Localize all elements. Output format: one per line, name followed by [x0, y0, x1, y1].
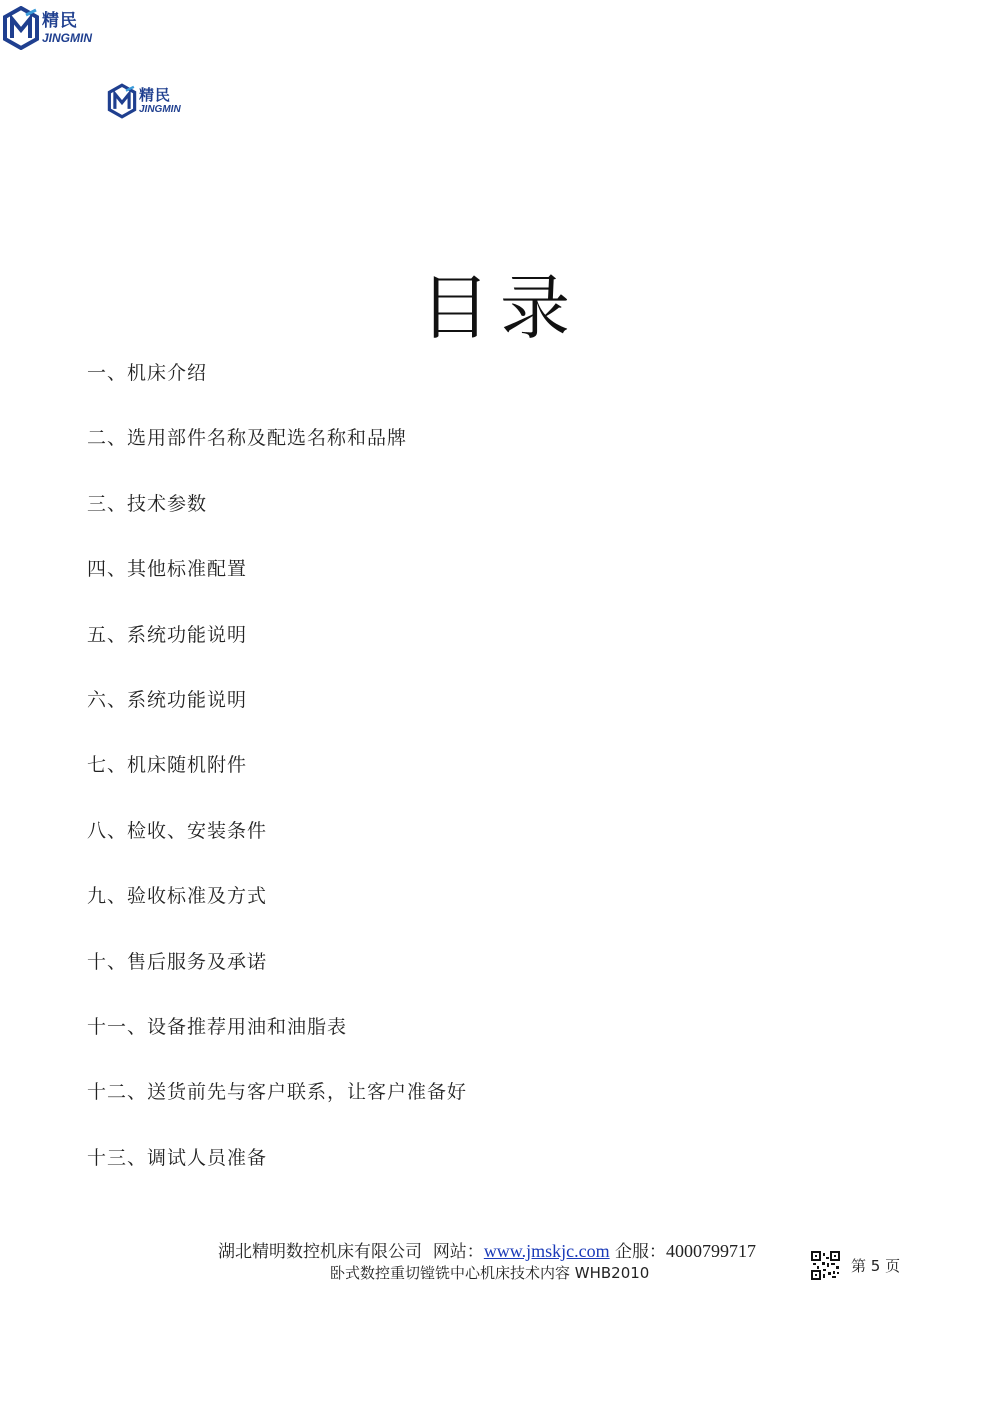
page-number-value: 5 — [870, 1257, 881, 1275]
page-number-suffix: 页 — [885, 1257, 901, 1275]
toc-item[interactable]: 二、选用部件名称及配选名称和品牌 — [87, 427, 408, 450]
jingmin-logo-icon — [107, 83, 137, 119]
company-logo-top — [2, 6, 92, 50]
toc-item[interactable]: 八、检收、安装条件 — [87, 819, 268, 842]
footer-website-label: 网站： — [432, 1242, 484, 1262]
toc-item[interactable]: 四、其他标准配置 — [87, 558, 248, 581]
toc-item[interactable]: 十三、调试人员准备 — [87, 1146, 268, 1169]
logo-chinese-text: 精民 — [139, 85, 172, 104]
logo-english-text: JINGMIN — [139, 103, 181, 115]
jingmin-logo-icon — [2, 6, 40, 50]
toc-item[interactable]: 十一、设备推荐用油和油脂表 — [87, 1015, 348, 1038]
footer-company-name: 湖北精明数控机床有限公司 — [218, 1242, 422, 1262]
toc-item[interactable]: 十、售后服务及承诺 — [87, 950, 268, 973]
page-number-prefix: 第 — [851, 1257, 867, 1275]
toc-item[interactable]: 九、验收标准及方式 — [87, 885, 268, 908]
footer-service-label: 企服： — [615, 1242, 667, 1262]
toc-item[interactable]: 五、系统功能说明 — [87, 623, 248, 646]
page-number — [851, 1255, 900, 1276]
logo-english-text: JINGMIN — [42, 30, 93, 45]
page-title: 目录 — [420, 266, 580, 349]
toc-item[interactable]: 一、机床介绍 — [87, 362, 208, 384]
toc-item[interactable]: 十二、送货前先与客户联系，让客户准备好 — [87, 1081, 468, 1104]
company-logo-secondary — [107, 83, 181, 119]
logo-chinese-text: 精民 — [42, 10, 78, 31]
footer-document-subtitle: 卧式数控重切镗铣中心机床技术内容 WHB2010 — [330, 1264, 650, 1282]
footer-service-phone: 4000799717 — [666, 1241, 757, 1261]
table-of-contents — [87, 356, 467, 1206]
footer-website-link[interactable]: www.jmskjc.com — [483, 1241, 610, 1261]
toc-item[interactable]: 六、系统功能说明 — [87, 688, 248, 711]
qr-code-icon — [811, 1251, 840, 1280]
footer-contact-line — [218, 1237, 756, 1262]
toc-item[interactable]: 七、机床随机附件 — [87, 754, 248, 777]
toc-item[interactable]: 三、技术参数 — [87, 492, 208, 515]
